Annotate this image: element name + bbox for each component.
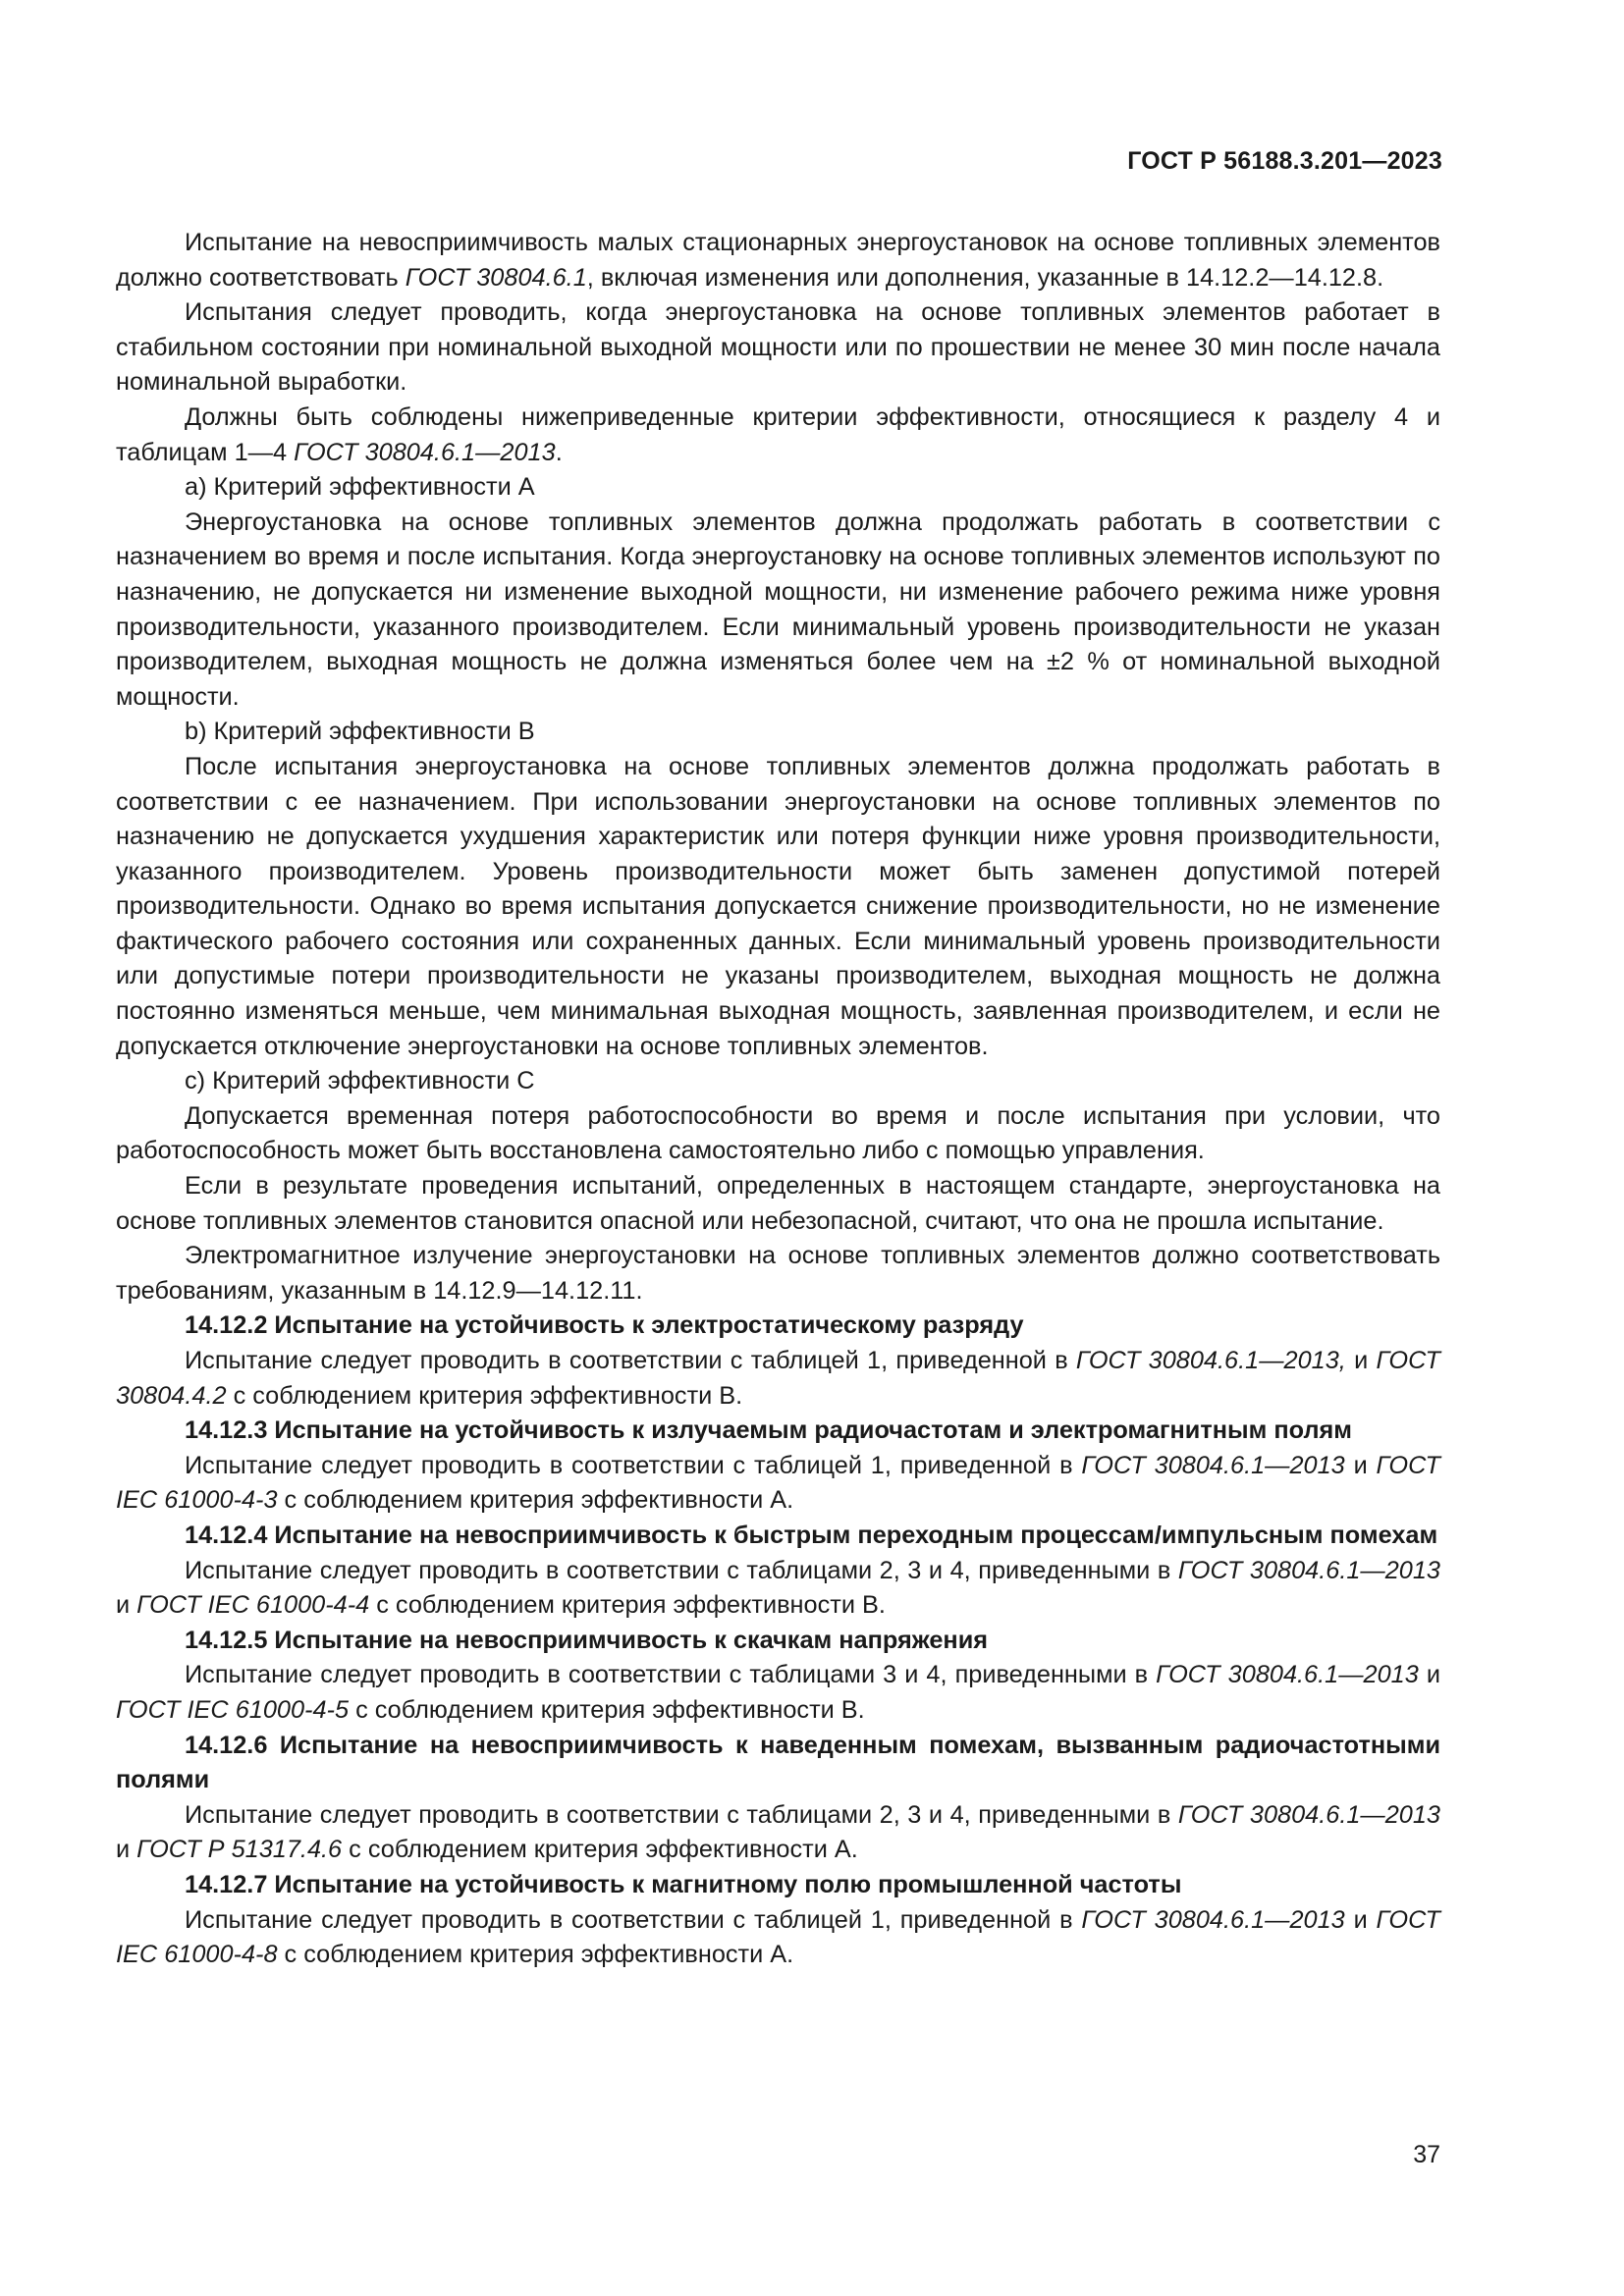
text-run: и <box>1344 1451 1377 1479</box>
paragraph <box>116 750 1440 1064</box>
text-run: с соблюдением критерия эффективности В. <box>369 1591 886 1620</box>
text-run: . <box>555 438 563 466</box>
paragraph <box>116 1798 1440 1868</box>
text-run: Допускается временная потеря работоспособности во время и после испытания при условии, что работоспособность может быть восстановлена самостоятельно либо с помощью управления. <box>116 1101 1440 1165</box>
text-run: Испытания следует проводить, когда энергоустановка на основе топливных элементов работает в стабильном состоянии при номинальной выходной мощности или по прошествии не менее 30 мин после начала номинальной выработки. <box>116 298 1440 397</box>
paragraph <box>116 715 1440 750</box>
text-run: Электромагнитное излучение энергоустановки на основе топливных элементов должно соответствовать требованиям, указанным в 14.12.9—14.12.11. <box>116 1242 1440 1305</box>
section-heading <box>116 1519 1440 1554</box>
section-heading <box>116 1868 1440 1903</box>
standard-reference: ГОСТ 30804.6.1—2013 <box>294 438 556 466</box>
text-run: b) Критерий эффективности В <box>185 718 535 746</box>
text-run: с соблюдением критерия эффективности В. <box>349 1695 865 1724</box>
paragraph <box>116 1099 1440 1169</box>
paragraph <box>116 506 1440 716</box>
text-run: a) Критерий эффективности А <box>185 473 535 502</box>
text-run: Испытание следует проводить в соответствии с таблицами 2, 3 и 4, приведенными в <box>185 1556 1178 1584</box>
text-run: Должны быть соблюдены нижеприведенные критерии эффективности, относящиеся к разделу 4 и таблицам 1—4 <box>116 402 1440 466</box>
standard-reference: ГОСТ 30804.6.1—2013 <box>1177 1556 1440 1584</box>
text-run: 14.12.7 Испытание на устойчивость к магнитному полю промышленной частоты <box>185 1870 1182 1898</box>
document-body <box>116 226 1440 1973</box>
text-run: с соблюдением критерия эффективности А. <box>277 1486 794 1515</box>
text-run: и <box>1345 1347 1377 1374</box>
text-run: 14.12.6 Испытание на невосприимчивость к наведенным помехам, вызванным радиочастотными полями <box>116 1731 1440 1794</box>
paragraph <box>116 470 1440 506</box>
standard-reference: ГОСТ 30804.6.1—2013, <box>1075 1347 1346 1374</box>
text-run: 14.12.3 Испытание на устойчивость к излучаемым радиочастотам и электромагнитным полям <box>185 1416 1353 1445</box>
text-run: Испытание следует проводить в соответствии с таблицами 2, 3 и 4, приведенными в <box>185 1800 1178 1829</box>
standard-reference: ГОСТ 30804.6.1—2013 <box>1081 1451 1345 1479</box>
text-run: Испытание на невосприимчивость малых стационарных энергоустановок на основе топливных элементов должно соответствовать <box>116 229 1440 292</box>
paragraph <box>116 1554 1440 1624</box>
paragraph <box>116 1344 1440 1414</box>
standard-reference: ГОСТ 30804.6.1 <box>405 263 587 292</box>
paragraph <box>116 1658 1440 1728</box>
paragraph <box>116 1449 1440 1519</box>
section-heading <box>116 1624 1440 1659</box>
document-header: ГОСТ Р 56188.3.201—2023 <box>1127 147 1442 175</box>
text-run: с соблюдением критерия эффективности А. <box>277 1941 794 1969</box>
paragraph <box>116 295 1440 400</box>
paragraph <box>116 400 1440 470</box>
text-run: и <box>1344 1905 1377 1934</box>
text-run: и <box>116 1591 137 1620</box>
text-run: Испытание следует проводить в соответствии с таблицей 1, приведенной в <box>185 1905 1082 1934</box>
text-run: 14.12.4 Испытание на невосприимчивость к быстрым переходным процессам/импульсным помехам <box>185 1521 1438 1549</box>
section-heading <box>116 1414 1440 1449</box>
paragraph <box>116 1169 1440 1239</box>
paragraph <box>116 1064 1440 1099</box>
standard-reference: ГОСТ 30804.4.2 <box>116 1347 1440 1410</box>
section-heading <box>116 1308 1440 1344</box>
text-run: и <box>116 1836 137 1864</box>
standard-reference: ГОСТ IEC 61000-4-3 <box>116 1451 1440 1515</box>
paragraph <box>116 1239 1440 1308</box>
text-run: Испытание следует проводить в соответствии с таблицей 1, приведенной в <box>185 1451 1082 1479</box>
text-run: Испытание следует проводить в соответствии с таблицами 3 и 4, приведенными в <box>185 1661 1157 1689</box>
standard-reference: ГОСТ IEC 61000-4-4 <box>136 1591 370 1620</box>
text-run: с соблюдением критерия эффективности А. <box>342 1836 858 1864</box>
text-run: Энергоустановка на основе топливных элементов должна продолжать работать в соответствии с назначением во время и после испытания. Когда энергоустановку на основе топливных элементов используют по назначению, не допускается ни изменение выходной мощности, ни изменение рабочего режима ниже уровня производительности, указанного производителем. Если минимальный уровень производительности не указан производителем, выходная мощность не должна изменяться более чем на ±2 % от номинальной выходной мощности. <box>116 507 1440 711</box>
standard-reference: ГОСТ 30804.6.1—2013 <box>1177 1800 1440 1829</box>
paragraph <box>116 226 1440 295</box>
text-run: Если в результате проведения испытаний, определенных в настоящем стандарте, энергоустановка на основе топливных элементов становится опасной или небезопасной, считают, что она не прошла испытание. <box>116 1172 1440 1235</box>
page-number: 37 <box>1413 2141 1440 2168</box>
text-run: После испытания энергоустановка на основе топливных элементов должна продолжать работать в соответствии с ее назначением. При использовании энергоустановки на основе топливных элементов по назначению не допускается ухудшения характеристик или потеря функции ниже уровня производительности, указанного производителем. Уровень производительности может быть заменен допустимой потерей производительности. Однако во время испытания допускается снижение производительности, но не изменение фактического рабочего состояния или сохраненных данных. Если минимальный уровень производительности или допустимые потери производительности не указаны производителем, выходная мощность не должна постоянно изменяться меньше, чем минимальная выходная мощность, заявленная производителем, и если не допускается отключение энергоустановки на основе топливных элементов. <box>116 752 1440 1060</box>
standard-reference: ГОСТ IEC 61000-4-5 <box>116 1695 350 1724</box>
text-run: c) Критерий эффективности С <box>185 1067 535 1095</box>
standard-reference: ГОСТ 30804.6.1—2013 <box>1081 1905 1345 1934</box>
text-run: , включая изменения или дополнения, указанные в 14.12.2—14.12.8. <box>586 263 1384 292</box>
text-run: 14.12.5 Испытание на невосприимчивость к скачкам напряжения <box>185 1626 989 1654</box>
text-run: и <box>1418 1661 1440 1689</box>
text-run: с соблюдением критерия эффективности В. <box>226 1381 743 1410</box>
standard-reference: ГОСТ Р 51317.4.6 <box>136 1836 343 1864</box>
paragraph <box>116 1903 1440 1973</box>
text-run: 14.12.2 Испытание на устойчивость к электростатическому разряду <box>185 1311 1024 1340</box>
standard-reference: ГОСТ 30804.6.1—2013 <box>1156 1661 1419 1689</box>
section-heading <box>116 1729 1440 1798</box>
standard-reference: ГОСТ IEC 61000-4-8 <box>116 1905 1440 1969</box>
text-run: Испытание следует проводить в соответствии с таблицей 1, приведенной в <box>185 1347 1076 1374</box>
